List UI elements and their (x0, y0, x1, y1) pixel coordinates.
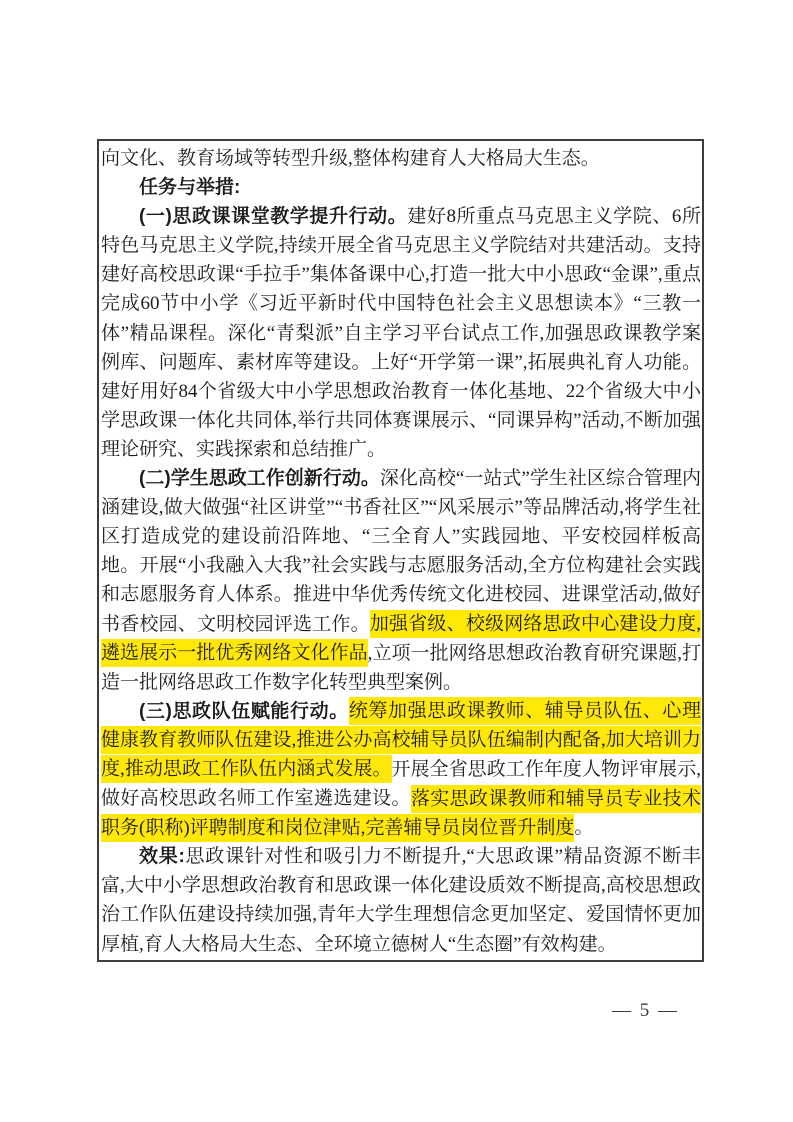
bold-text-run: (三)思政队伍赋能行动。 (139, 700, 349, 722)
page-number: — 5 — (612, 1000, 679, 1021)
text-run: 深化高校“一站式”学生社区综合管理内涵建设,做大做强“社区讲堂”“书香社区”“风采展示”等品牌活动,将学生社区打造成党的建设前沿阵地、“三全育人”实践园地、平安校园样板高地。开展“小我融入大我”社会实践与志愿服务活动,全方位构建社会实践和志愿服务育人体系。推进中华优秀传统文化进校园、进课堂活动,做好书香校园、文明校园评选工作。 (101, 468, 701, 635)
bold-text-run: 效果: (139, 846, 185, 868)
paragraph (101, 464, 701, 697)
text-run: 思政课针对性和吸引力不断提升,“大思政课”精品资源不断丰富,大中小学思想政治教育和思政课一体化建设质效不断提高,高校思想政治工作队伍建设持续加强,青年大学生理想信念更加坚定、爱国情怀更加厚植,育人大格局大生态、全环境立德树人“生态圈”有效构建。 (101, 846, 701, 955)
document-body (101, 144, 701, 959)
content-border-box (97, 139, 704, 962)
paragraph (101, 144, 701, 173)
highlighted-text-run: 落实思政课教师和辅导员专业技术职务(职称)评聘制度和岗位津贴,完善辅导员岗位晋升制度 (101, 785, 701, 842)
text-run: 开展全省思政工作年度人物评审展示,做好高校思政名师工作室遴选建设。 (101, 758, 701, 810)
paragraph (101, 697, 701, 842)
paragraph (101, 173, 701, 202)
bold-text-run: (二)学生思政工作创新行动。 (139, 468, 380, 490)
paragraph (101, 842, 701, 958)
text-run: 。 (574, 817, 594, 839)
highlighted-text-run: 加强省级、校级网络思政中心建设力度,遴选展示一批优秀网络文化作品 (101, 610, 701, 667)
bold-text-run: 任务与举措: (139, 177, 241, 199)
text-run: 向文化、教育场域等转型升级,整体构建育人大格局大生态。 (101, 148, 600, 169)
bold-text-run: (一)思政课课堂教学提升行动。 (139, 206, 408, 228)
highlighted-text-run: 统筹加强思政课教师、辅导员队伍、心理健康教育教师队伍建设,推进公办高校辅导员队伍编制内配备,加大培训力度,推动思政工作队伍内涵式发展。 (101, 697, 701, 783)
paragraph (101, 202, 701, 464)
text-run: 建好8所重点马克思主义学院、6所特色马克思主义学院,持续开展全省马克思主义学院结对共建活动。支持建好高校思政课“手拉手”集体备课中心,打造一批大中小思政“金课”,重点完成60节中小学《习近平新时代中国特色社会主义思想读本》“三教一体”精品课程。深化“青梨派”自主学习平台试点工作,加强思政课教学案例库、问题库、素材库等建设。上好“开学第一课”,拓展典礼育人功能。建好用好84个省级大中小学思想政治教育一体化基地、22个省级大中小学思政课一体化共同体,举行共同体赛课展示、“同课异构”活动,不断加强理论研究、实践探索和总结推广。 (101, 206, 701, 460)
text-run: ,立项一批网络思想政治教育研究课题,打造一批网络思政工作数字化转型典型案例。 (101, 642, 701, 693)
